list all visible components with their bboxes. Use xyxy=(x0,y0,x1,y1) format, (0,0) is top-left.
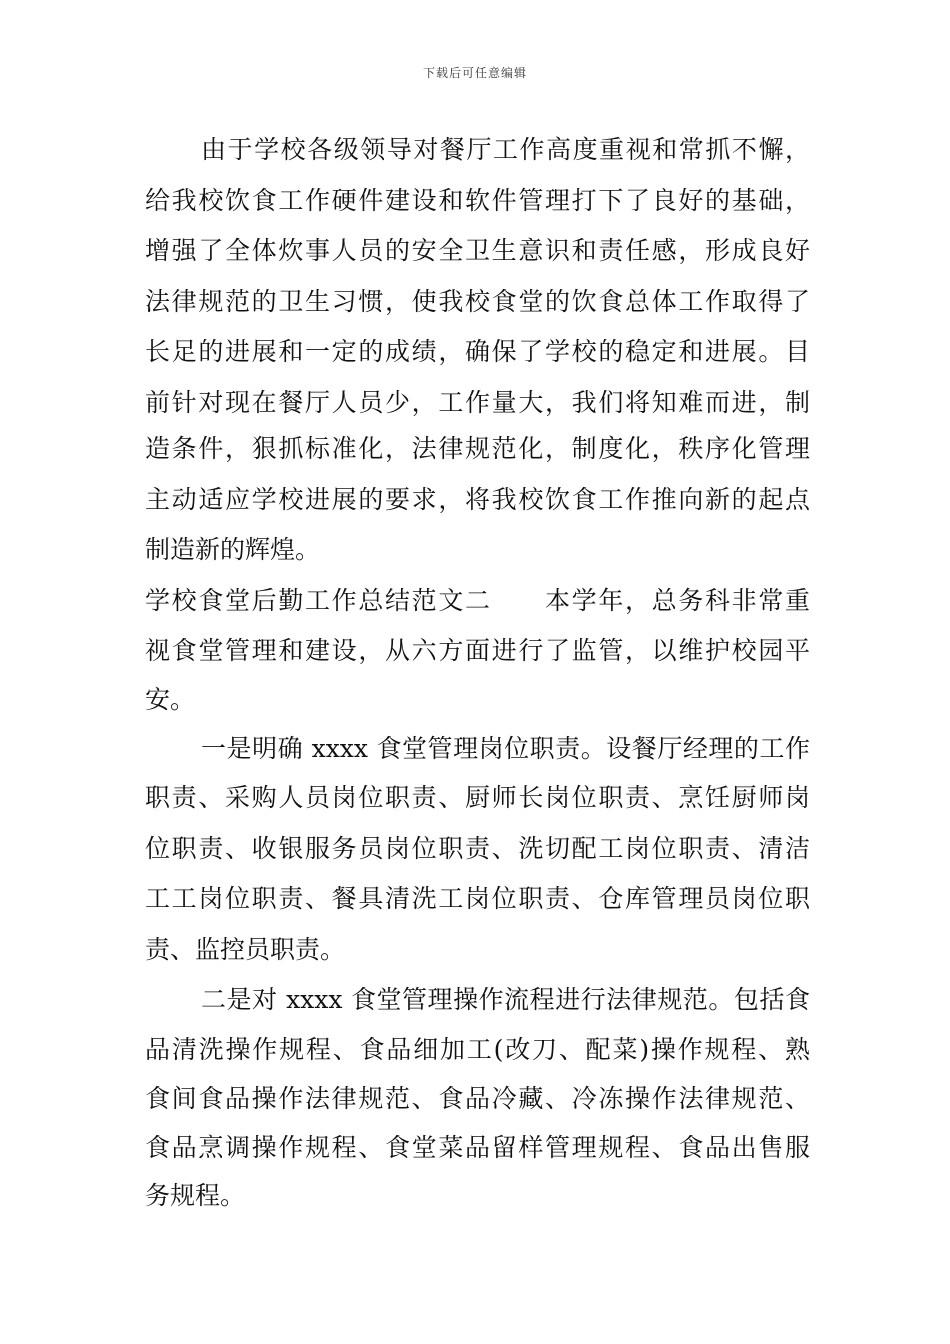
paragraph-1-line-9: 制造新的辉煌。 xyxy=(145,535,321,564)
paragraph-1-line-1: 由于学校各级领导对餐厅工作高度重视和常抓不懈， xyxy=(201,135,810,164)
paragraph-1-line-7: 造条件，狠抓标准化，法律规范化，制度化，秩序化管理 xyxy=(145,434,810,463)
paragraph-3-line-3: 位职责、收银服务员岗位职责、洗切配工岗位职责、清洁 xyxy=(145,834,810,863)
paragraph-4-line-4: 食品烹调操作规程、食堂菜品留样管理规程、食品出售服 xyxy=(145,1133,810,1162)
page-header: 下载后可任意编辑 xyxy=(422,66,527,80)
paragraph-4-line-5: 务规程。 xyxy=(145,1181,246,1210)
paragraph-3-line-4: 工工岗位职责、餐具清洗工岗位职责、仓库管理员岗位职 xyxy=(145,884,810,913)
paragraph-1-line-8: 主动适应学校进展的要求，将我校饮食工作推向新的起点 xyxy=(145,485,810,514)
paragraph-4-line-2: 品清洗操作规程、食品细加工(改刀、配菜)操作规程、熟 xyxy=(145,1035,810,1064)
paragraph-2-line-1: 学校食堂后勤工作总结范文二 本学年，总务科非常重 xyxy=(145,586,810,615)
paragraph-2-line-3: 安。 xyxy=(145,685,196,714)
paragraph-3-line-5: 责、监控员职责。 xyxy=(145,935,346,964)
paragraph-1-line-5: 长足的进展和一定的成绩，确保了学校的稳定和进展。目 xyxy=(145,337,810,366)
paragraph-1-line-6: 前针对现在餐厅人员少，工作量大，我们将知难而进，制 xyxy=(145,388,810,417)
paragraph-3-line-1: 一是明确 xxxx 食堂管理岗位职责。设餐厅经理的工作 xyxy=(201,734,810,763)
paragraph-3-line-2: 职责、采购人员岗位职责、厨师长岗位职责、烹饪厨师岗 xyxy=(145,783,810,812)
paragraph-4-line-3: 食间食品操作法律规范、食品冷藏、冷冻操作法律规范、 xyxy=(145,1084,810,1113)
paragraph-1-line-3: 增强了全体炊事人员的安全卫生意识和责任感，形成良好 xyxy=(145,236,810,265)
paragraph-4-line-1: 二是对 xxxx 食堂管理操作流程进行法律规范。包括食 xyxy=(201,985,810,1014)
paragraph-1-line-4: 法律规范的卫生习惯，使我校食堂的饮食总体工作取得了 xyxy=(145,287,810,316)
paragraph-1-line-2: 给我校饮食工作硬件建设和软件管理打下了良好的基础， xyxy=(145,186,810,215)
paragraph-2-line-2: 视食堂管理和建设，从六方面进行了监管，以维护校园平 xyxy=(145,636,810,665)
